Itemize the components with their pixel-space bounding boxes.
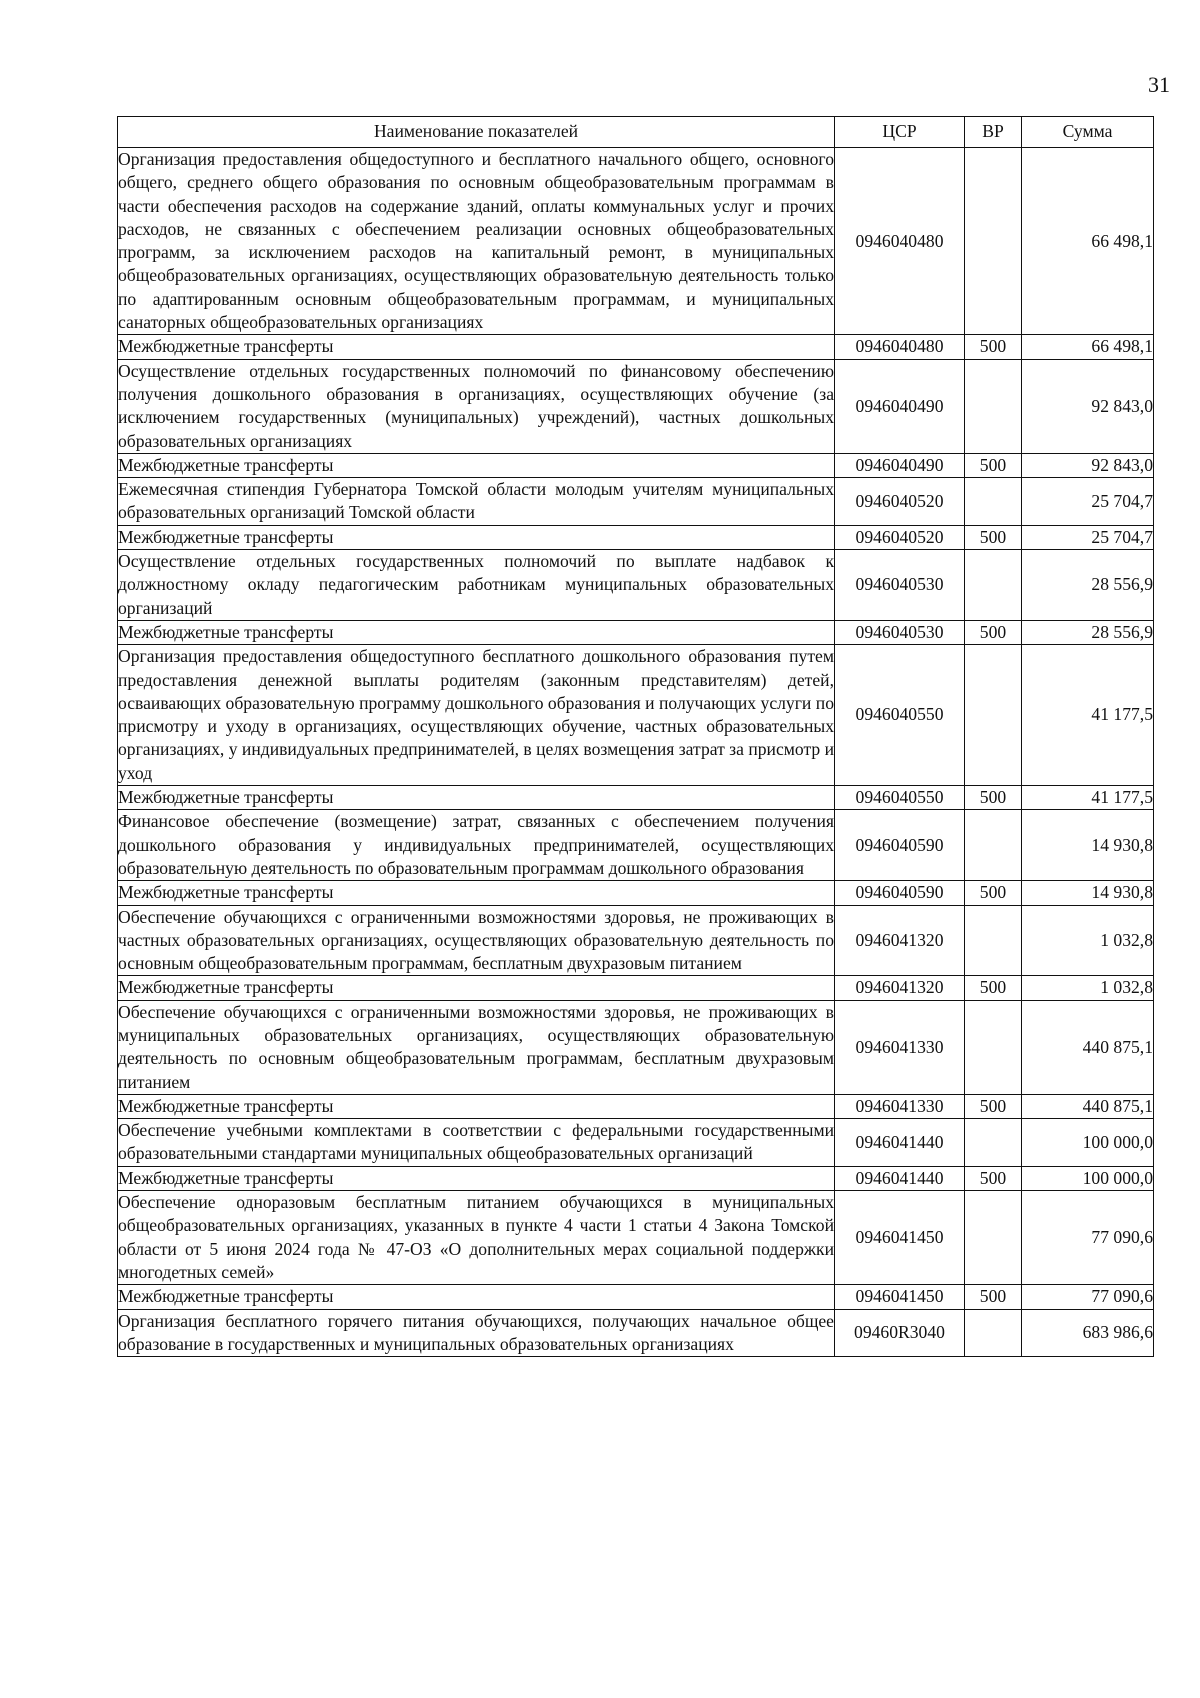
header-name: Наименование показателей [118, 117, 835, 148]
row-csr: 0946041330 [835, 1000, 965, 1094]
header-sum: Сумма [1022, 117, 1154, 148]
row-vr [965, 550, 1022, 621]
row-sum: 28 556,9 [1022, 620, 1154, 644]
row-sum: 41 177,5 [1022, 645, 1154, 786]
row-vr [965, 1191, 1022, 1285]
row-name: Организация предоставления общедоступного бесплатного дошкольного образования путем предоставления денежной выплаты родителям (законным представителям) детей, осваивающих образовательную программу дошкольного образования и получающих услуги по присмотру и уходу в организациях, осуществляющих обучение, частных образовательных организациях, у индивидуальных предпринимателей, в целях возмещения затрат за присмотр и уход [118, 645, 835, 786]
table-row [118, 359, 1154, 453]
row-sum: 77 090,6 [1022, 1285, 1154, 1309]
table-row [118, 976, 1154, 1000]
table-row [118, 525, 1154, 549]
row-sum: 66 498,1 [1022, 335, 1154, 359]
row-sum: 92 843,0 [1022, 359, 1154, 453]
row-vr: 500 [965, 620, 1022, 644]
header-vr: ВР [965, 117, 1022, 148]
row-name: Организация бесплатного горячего питания обучающихся, получающих начальное общее образование в государственных и муниципальных образовательных организациях [118, 1309, 835, 1357]
row-vr: 500 [965, 976, 1022, 1000]
row-sum: 25 704,7 [1022, 525, 1154, 549]
table-row [118, 1000, 1154, 1094]
row-sum: 25 704,7 [1022, 478, 1154, 526]
table-row [118, 1285, 1154, 1309]
row-vr: 500 [965, 453, 1022, 477]
row-vr [965, 1309, 1022, 1357]
row-name: Обеспечение учебными комплектами в соответствии с федеральными государственными образовательными стандартами муниципальных общеобразовательных организаций [118, 1119, 835, 1167]
row-csr: 0946040530 [835, 620, 965, 644]
row-name: Осуществление отдельных государственных полномочий по выплате надбавок к должностному окладу педагогическим работникам муниципальных образовательных организаций [118, 550, 835, 621]
table-row [118, 1191, 1154, 1285]
row-vr: 500 [965, 335, 1022, 359]
row-name: Межбюджетные трансферты [118, 881, 835, 905]
row-sum: 28 556,9 [1022, 550, 1154, 621]
row-sum: 1 032,8 [1022, 905, 1154, 976]
row-vr [965, 359, 1022, 453]
table-row [118, 550, 1154, 621]
table-row [118, 881, 1154, 905]
row-name: Обеспечение обучающихся с ограниченными возможностями здоровья, не проживающих в муниципальных образовательных организациях, осуществляющих образовательную деятельность по основным общеобразовательным программам, бесплатным двухразовым питанием [118, 1000, 835, 1094]
table-row [118, 335, 1154, 359]
row-csr: 0946041440 [835, 1119, 965, 1167]
row-name: Осуществление отдельных государственных полномочий по финансовому обеспечению получения дошкольного образования в организациях, осуществляющих обучение (за исключением государственных (муниципальных) учреждений), частных дошкольных образовательных организациях [118, 359, 835, 453]
row-sum: 440 875,1 [1022, 1000, 1154, 1094]
row-sum: 41 177,5 [1022, 786, 1154, 810]
row-vr [965, 905, 1022, 976]
row-name: Межбюджетные трансферты [118, 786, 835, 810]
row-vr: 500 [965, 1094, 1022, 1118]
row-csr: 0946040550 [835, 786, 965, 810]
table-row [118, 810, 1154, 881]
row-sum: 100 000,0 [1022, 1166, 1154, 1190]
row-sum: 77 090,6 [1022, 1191, 1154, 1285]
row-csr: 0946041320 [835, 976, 965, 1000]
row-name: Межбюджетные трансферты [118, 525, 835, 549]
row-csr: 0946040530 [835, 550, 965, 621]
row-name: Межбюджетные трансферты [118, 1285, 835, 1309]
row-csr: 0946041330 [835, 1094, 965, 1118]
page-number: 31 [1148, 72, 1170, 97]
row-csr: 0946041440 [835, 1166, 965, 1190]
row-sum: 100 000,0 [1022, 1119, 1154, 1167]
table-row [118, 620, 1154, 644]
row-sum: 92 843,0 [1022, 453, 1154, 477]
row-sum: 14 930,8 [1022, 810, 1154, 881]
row-vr: 500 [965, 1285, 1022, 1309]
row-csr: 0946040520 [835, 525, 965, 549]
row-name: Межбюджетные трансферты [118, 976, 835, 1000]
row-sum: 66 498,1 [1022, 148, 1154, 335]
row-name: Обеспечение обучающихся с ограниченными возможностями здоровья, не проживающих в частных образовательных организациях, осуществляющих образовательную деятельность по основным общеобразовательным программам, бесплатным двухразовым питанием [118, 905, 835, 976]
row-csr: 0946040590 [835, 881, 965, 905]
row-name: Межбюджетные трансферты [118, 335, 835, 359]
table-row [118, 645, 1154, 786]
row-vr: 500 [965, 881, 1022, 905]
row-name: Ежемесячная стипендия Губернатора Томской области молодым учителям муниципальных образовательных организаций Томской области [118, 478, 835, 526]
row-csr: 0946040480 [835, 335, 965, 359]
header-csr: ЦСР [835, 117, 965, 148]
table-row [118, 1309, 1154, 1357]
table-row [118, 478, 1154, 526]
row-sum: 14 930,8 [1022, 881, 1154, 905]
row-name: Финансовое обеспечение (возмещение) затрат, связанных с обеспечением получения дошкольного образования у индивидуальных предпринимателей, осуществляющих образовательную деятельность по образовательным программам дошкольного образования [118, 810, 835, 881]
table-row [118, 905, 1154, 976]
table-row [118, 1119, 1154, 1167]
row-sum: 683 986,6 [1022, 1309, 1154, 1357]
row-vr [965, 478, 1022, 526]
row-csr: 0946040480 [835, 148, 965, 335]
row-name: Обеспечение одноразовым бесплатным питанием обучающихся в муниципальных общеобразовательных организациях, указанных в пункте 4 части 1 статьи 4 Закона Томской области от 5 июня 2024 года № 47-ОЗ «О дополнительных мерах социальной поддержки многодетных семей» [118, 1191, 835, 1285]
row-csr: 0946041450 [835, 1191, 965, 1285]
row-csr: 0946040550 [835, 645, 965, 786]
row-vr [965, 810, 1022, 881]
table-row [118, 453, 1154, 477]
row-vr [965, 645, 1022, 786]
table-row [118, 1094, 1154, 1118]
row-csr: 0946040490 [835, 359, 965, 453]
row-vr: 500 [965, 1166, 1022, 1190]
row-vr [965, 1000, 1022, 1094]
row-name: Организация предоставления общедоступного и бесплатного начального общего, основного общего, среднего общего образования по основным общеобразовательным программам в части обеспечения расходов на содержание зданий, оплаты коммунальных услуг и прочих расходов, не связанных с обеспечением реализации основных общеобразовательных программ, за исключением расходов на капитальный ремонт, в муниципальных общеобразовательных организациях, осуществляющих образовательную деятельность только по адаптированным основным общеобразовательным программам, и муниципальных санаторных общеобразовательных организациях [118, 148, 835, 335]
row-name: Межбюджетные трансферты [118, 1166, 835, 1190]
row-name: Межбюджетные трансферты [118, 620, 835, 644]
table-row [118, 786, 1154, 810]
budget-table [117, 116, 1154, 1357]
row-name: Межбюджетные трансферты [118, 1094, 835, 1118]
row-vr [965, 148, 1022, 335]
table-row [118, 1166, 1154, 1190]
row-sum: 1 032,8 [1022, 976, 1154, 1000]
row-vr: 500 [965, 525, 1022, 549]
table-header-row [118, 117, 1154, 148]
row-vr: 500 [965, 786, 1022, 810]
table-row [118, 148, 1154, 335]
row-csr: 0946040490 [835, 453, 965, 477]
row-vr [965, 1119, 1022, 1167]
row-sum: 440 875,1 [1022, 1094, 1154, 1118]
row-csr: 0946041450 [835, 1285, 965, 1309]
row-csr: 0946041320 [835, 905, 965, 976]
row-csr: 0946040520 [835, 478, 965, 526]
row-csr: 0946040590 [835, 810, 965, 881]
row-csr: 09460R3040 [835, 1309, 965, 1357]
row-name: Межбюджетные трансферты [118, 453, 835, 477]
